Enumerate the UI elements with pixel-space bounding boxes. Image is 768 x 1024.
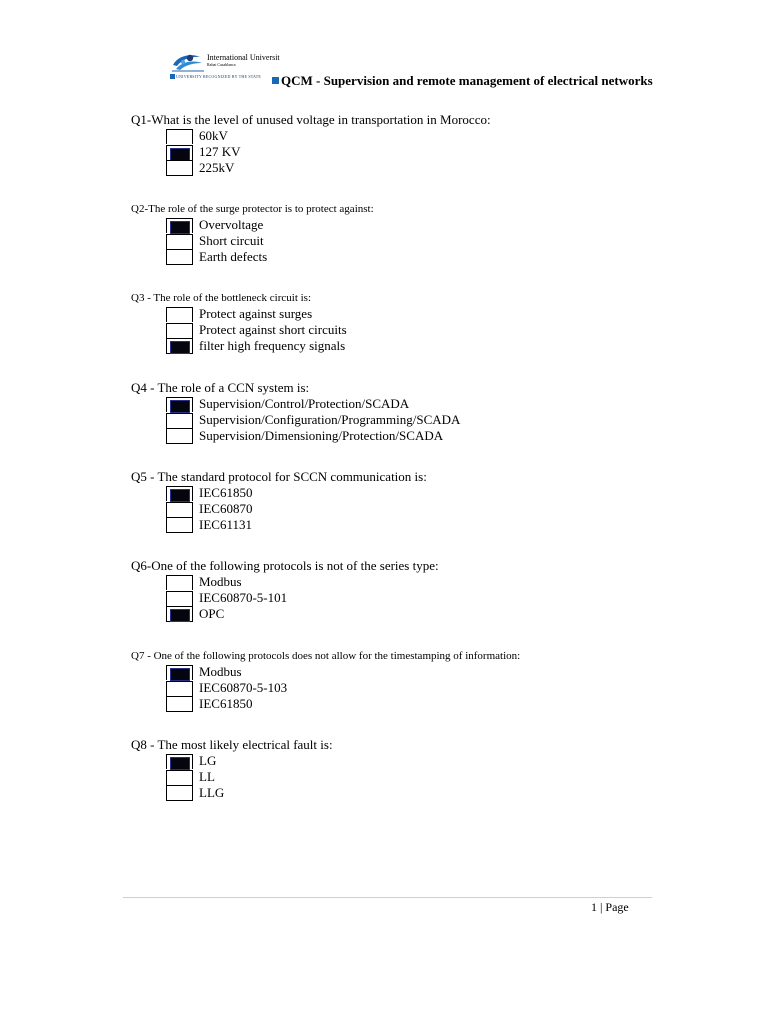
option-label: filter high frequency signals bbox=[199, 338, 346, 353]
university-city: Rabat Casablanca bbox=[207, 62, 236, 67]
answer-options bbox=[166, 574, 439, 622]
option-label: LG bbox=[199, 753, 217, 768]
option-label: 225kV bbox=[199, 160, 235, 175]
option-label: Supervision/Dimensioning/Protection/SCADA bbox=[199, 428, 444, 443]
blue-square-icon bbox=[170, 74, 175, 79]
answer-option[interactable] bbox=[166, 412, 460, 428]
answer-option[interactable] bbox=[166, 753, 333, 769]
option-label: 127 KV bbox=[199, 144, 241, 159]
option-label: LLG bbox=[199, 785, 225, 800]
answer-option[interactable] bbox=[166, 322, 347, 338]
question-text: Q3 - The role of the bottleneck circuit is: bbox=[131, 292, 312, 304]
checkbox[interactable] bbox=[166, 681, 193, 696]
question-5 bbox=[131, 469, 427, 533]
checkbox[interactable] bbox=[166, 785, 193, 801]
option-label: IEC61850 bbox=[199, 485, 253, 500]
university-emblem-icon bbox=[170, 51, 206, 73]
checkbox[interactable] bbox=[166, 249, 193, 265]
checkbox[interactable] bbox=[166, 129, 193, 144]
question-text: Q1-What is the level of unused voltage in transportation in Morocco: bbox=[131, 112, 491, 127]
checkbox[interactable] bbox=[166, 575, 193, 590]
document-title-text: QCM - Supervision and remote management of electrical networks bbox=[281, 73, 653, 88]
question-text: Q6-One of the following protocols is not of the series type: bbox=[131, 558, 439, 573]
answer-option[interactable] bbox=[166, 664, 520, 680]
answer-option[interactable] bbox=[166, 501, 427, 517]
question-text: Q4 - The role of a CCN system is: bbox=[131, 380, 310, 395]
checkbox[interactable] bbox=[166, 770, 193, 785]
recognition-text: UNIVERSITY RECOGNIZED BY THE STATE bbox=[176, 74, 261, 79]
answer-option[interactable] bbox=[166, 428, 460, 444]
option-label: Short circuit bbox=[199, 233, 264, 248]
answer-option[interactable] bbox=[166, 769, 333, 785]
option-label: IEC60870 bbox=[199, 501, 253, 516]
checkbox[interactable] bbox=[166, 517, 193, 533]
checkbox[interactable] bbox=[166, 428, 193, 444]
answer-option[interactable] bbox=[166, 785, 333, 801]
question-1 bbox=[131, 112, 491, 176]
question-text: Q7 - One of the following protocols does not allow for the timestamping of information: bbox=[131, 650, 521, 662]
answer-option[interactable] bbox=[166, 233, 374, 249]
checked-checkbox[interactable] bbox=[166, 665, 193, 680]
option-label: Earth defects bbox=[199, 249, 268, 264]
page-number: 1 | Page bbox=[591, 900, 629, 914]
footer-divider bbox=[123, 897, 652, 898]
question-text: Q2-The role of the surge protector is to protect against: bbox=[131, 203, 374, 215]
checkbox[interactable] bbox=[166, 160, 193, 176]
question-3 bbox=[131, 290, 347, 354]
answer-option[interactable] bbox=[166, 338, 347, 354]
answer-option[interactable] bbox=[166, 590, 439, 606]
option-label: IEC61131 bbox=[199, 517, 252, 532]
question-6 bbox=[131, 558, 439, 622]
option-label: IEC60870-5-103 bbox=[199, 680, 288, 695]
university-logo bbox=[170, 51, 282, 87]
recognition-line bbox=[170, 74, 261, 80]
checkbox[interactable] bbox=[166, 502, 193, 517]
answer-options bbox=[166, 217, 374, 265]
checkbox[interactable] bbox=[166, 696, 193, 712]
option-label: 60kV bbox=[199, 128, 228, 143]
answer-option[interactable] bbox=[166, 217, 374, 233]
checked-checkbox[interactable] bbox=[166, 486, 193, 501]
university-name: International Universit bbox=[207, 53, 280, 62]
answer-option[interactable] bbox=[166, 396, 460, 412]
option-label: Supervision/Configuration/Programming/SCADA bbox=[199, 412, 461, 427]
option-label: OPC bbox=[199, 606, 225, 621]
question-4 bbox=[131, 380, 460, 444]
option-label: Protect against short circuits bbox=[199, 322, 347, 337]
option-label: LL bbox=[199, 769, 215, 784]
answer-option[interactable] bbox=[166, 306, 347, 322]
answer-option[interactable] bbox=[166, 680, 520, 696]
option-label: IEC61850 bbox=[199, 696, 253, 711]
document-title bbox=[272, 72, 653, 90]
question-2 bbox=[131, 201, 374, 265]
question-7 bbox=[131, 648, 520, 712]
answer-options bbox=[166, 485, 427, 533]
answer-option[interactable] bbox=[166, 485, 427, 501]
answer-option[interactable] bbox=[166, 606, 439, 622]
checked-checkbox[interactable] bbox=[166, 606, 193, 622]
answer-option[interactable] bbox=[166, 249, 374, 265]
checkbox[interactable] bbox=[166, 307, 193, 322]
answer-option[interactable] bbox=[166, 160, 491, 176]
option-label: Modbus bbox=[199, 664, 242, 679]
answer-options bbox=[166, 664, 520, 712]
option-label: Protect against surges bbox=[199, 306, 313, 321]
answer-option[interactable] bbox=[166, 517, 427, 533]
answer-option[interactable] bbox=[166, 144, 491, 160]
option-label: Modbus bbox=[199, 574, 242, 589]
option-label: IEC60870-5-101 bbox=[199, 590, 288, 605]
answer-options bbox=[166, 306, 347, 354]
question-text: Q8 - The most likely electrical fault is: bbox=[131, 737, 333, 752]
answer-options bbox=[166, 753, 333, 801]
question-8 bbox=[131, 737, 333, 801]
checked-checkbox[interactable] bbox=[166, 754, 193, 769]
checkbox[interactable] bbox=[166, 413, 193, 428]
option-label: Overvoltage bbox=[199, 217, 264, 232]
checkbox[interactable] bbox=[166, 323, 193, 338]
answer-option[interactable] bbox=[166, 574, 439, 590]
checked-checkbox[interactable] bbox=[166, 338, 193, 354]
checked-checkbox[interactable] bbox=[166, 145, 193, 160]
blue-square-icon bbox=[272, 77, 279, 84]
option-label: Supervision/Control/Protection/SCADA bbox=[199, 396, 410, 411]
question-text: Q5 - The standard protocol for SCCN communication is: bbox=[131, 469, 427, 484]
checkbox[interactable] bbox=[166, 234, 193, 249]
answer-options bbox=[166, 128, 491, 176]
answer-options bbox=[166, 396, 460, 444]
checked-checkbox[interactable] bbox=[166, 218, 193, 233]
answer-option[interactable] bbox=[166, 696, 520, 712]
checkbox[interactable] bbox=[166, 591, 193, 606]
answer-option[interactable] bbox=[166, 128, 491, 144]
checked-checkbox[interactable] bbox=[166, 397, 193, 412]
